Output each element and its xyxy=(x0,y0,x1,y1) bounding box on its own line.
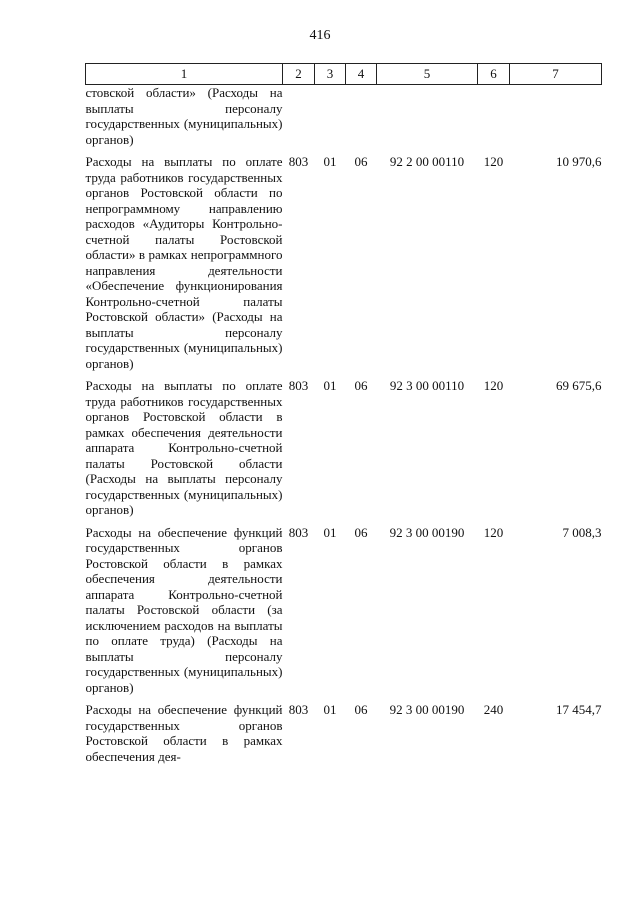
row-rz xyxy=(315,85,346,148)
row-vr: 120 xyxy=(483,378,504,393)
row-csr: 92 2 00 00110 xyxy=(389,154,465,169)
row-vr xyxy=(478,85,510,148)
row-description: Расходы на выплаты по оплате труда работников государственных органов Ростовской области в рамках обеспечения деятельности аппарата Контрольно-счетной палаты Ростовской области (Расходы на выплаты персоналу государственных (муниципальных) органов) xyxy=(85,378,283,517)
row-ved: 803 xyxy=(288,154,309,169)
row-description: Расходы на выплаты по оплате труда работников государственных органов Ростовской области по непрограммному направлению расходов «Аудиторы Контрольно-счетной палаты Ростовской области» в рамках непрограммного направления деятельности «Обеспечение функционирования Контрольно-счетной палаты Ростовской области» (Расходы на выплаты персоналу государственных (муниципальных) органов) xyxy=(85,154,283,371)
row-rz: 01 xyxy=(323,524,337,540)
page-number: 416 xyxy=(309,28,331,43)
row-pr: 06 xyxy=(354,154,368,169)
header-col-4: 4 xyxy=(346,64,377,85)
row-csr: 92 3 00 00110 xyxy=(389,378,465,393)
row-amount: 69 675,6 xyxy=(556,378,602,393)
table-row xyxy=(86,518,602,696)
row-csr: 92 3 00 00190 xyxy=(389,524,465,540)
row-rz: 01 xyxy=(323,378,337,393)
row-ved xyxy=(283,85,315,148)
row-amount: 7 008,3 xyxy=(562,524,602,540)
row-amount: 17 454,7 xyxy=(556,702,602,717)
row-amount xyxy=(510,85,602,148)
header-col-2: 2 xyxy=(283,64,315,85)
row-ved: 803 xyxy=(288,378,309,393)
row-rz: 01 xyxy=(323,702,337,717)
row-description: стовской области» (Расходы на выплаты персоналу государственных (муниципальных) органов) xyxy=(85,85,283,147)
row-pr: 06 xyxy=(354,524,368,540)
header-col-1: 1 xyxy=(86,64,283,85)
budget-table xyxy=(85,63,602,764)
table-row xyxy=(86,85,602,148)
row-csr: 92 3 00 00190 xyxy=(389,702,465,717)
row-vr: 240 xyxy=(483,702,504,717)
row-pr: 06 xyxy=(354,378,368,393)
row-ved: 803 xyxy=(288,702,309,717)
row-rz: 01 xyxy=(323,154,337,169)
header-col-6: 6 xyxy=(478,64,510,85)
row-csr xyxy=(377,85,478,148)
table-header-row xyxy=(86,64,602,85)
table-row xyxy=(86,371,602,518)
header-col-7: 7 xyxy=(510,64,602,85)
row-pr xyxy=(346,85,377,148)
row-description: Расходы на обеспечение функций государственных органов Ростовской области в рамках обеспечения деятельности аппарата Контрольно-счетной палаты Ростовской области (за исключением расходов на выплаты по оплате труда) (Расходы на выплаты персоналу государственных (муниципальных) органов) xyxy=(85,524,283,695)
row-vr: 120 xyxy=(483,154,504,169)
table-row xyxy=(86,695,602,764)
row-vr: 120 xyxy=(483,524,504,540)
header-col-5: 5 xyxy=(377,64,478,85)
table-row xyxy=(86,147,602,371)
row-ved: 803 xyxy=(288,524,309,540)
row-description: Расходы на обеспечение функций государственных органов Ростовской области в рамках обеспечения дея- xyxy=(85,702,283,764)
header-col-3: 3 xyxy=(315,64,346,85)
row-pr: 06 xyxy=(354,702,368,717)
row-amount: 10 970,6 xyxy=(556,154,602,169)
